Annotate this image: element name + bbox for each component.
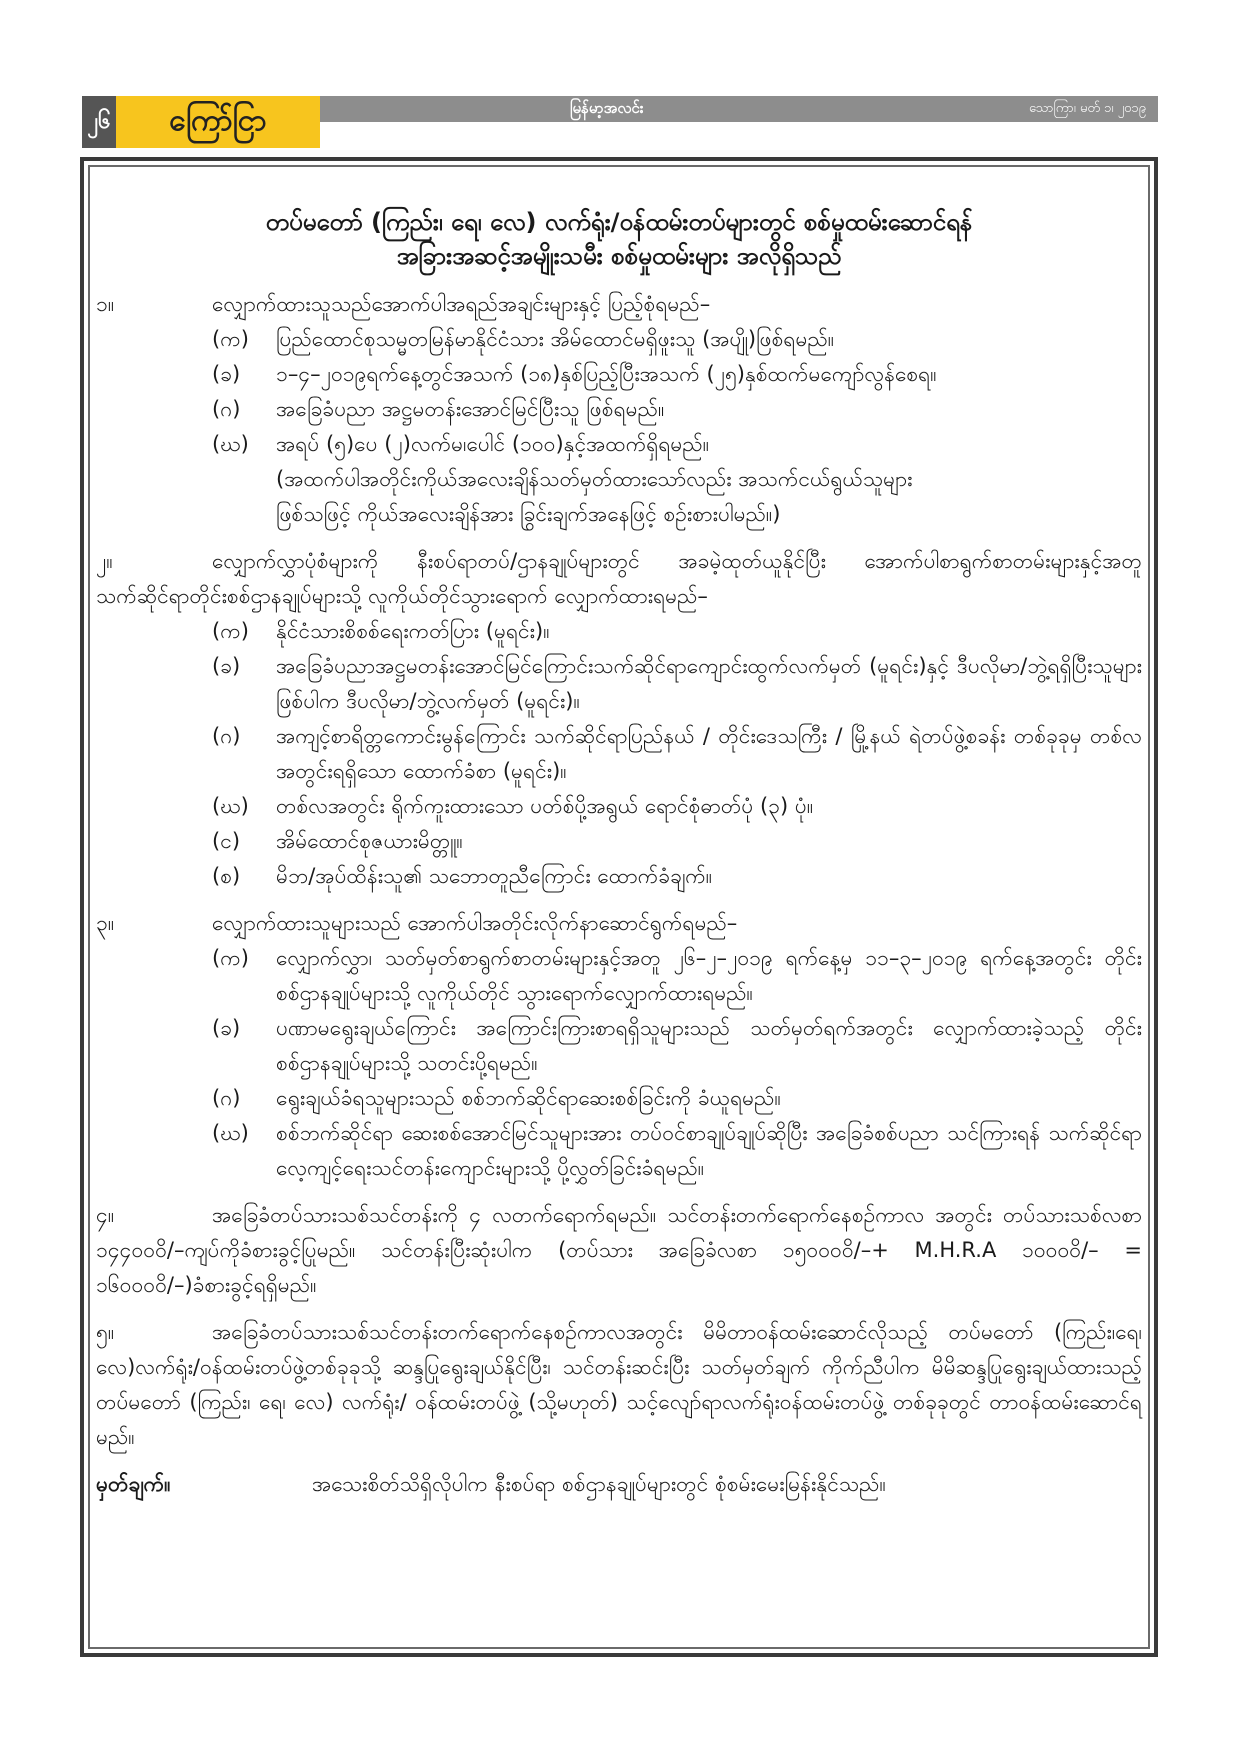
section-label: ကြော်ငြာ <box>116 96 320 148</box>
section-number: ၅။ <box>96 1320 115 1344</box>
requirement-list <box>96 322 1142 532</box>
issue-date: သောကြာ၊ မတ် ၁၊ ၂၀၁၉ <box>1029 101 1146 116</box>
item-text: မိဘ/အုပ်ထိန်းသူ၏ သဘောတူညီကြောင်း ထောက်ခံချက်။ <box>276 864 713 888</box>
list-item <box>96 824 1142 859</box>
note-line-1: (အထက်ပါအတိုင်းကိုယ်အလေးချိန်သတ်မှတ်ထားသော်လည်း အသက်ငယ်ရွယ်သူများ <box>276 467 913 491</box>
list-item <box>96 392 1142 427</box>
section-number: ၁။ <box>96 292 115 316</box>
section-number: ၄။ <box>96 1203 115 1227</box>
notice-content <box>96 205 1142 1502</box>
item-text: အခြေခံပညာအဋ္ဌမတန်းအောင်မြင်ကြောင်းသက်ဆိုင်ရာကျောင်းထွက်လက်မှတ် (မူရင်း)နှင့် ဒီပလိုမာ/ဘွဲ့ရရှိပြီးသူများဖြစ်ပါက ဒီပလိုမာ/ဘွဲ့လက်မှတ် (မူရင်း)။ <box>276 654 1142 713</box>
item-text: ၁–၄–၂၀၁၉ရက်နေ့တွင်အသက် (၁၈)နှစ်ပြည့်ပြီးအသက် (၂၅)နှစ်ထက်မကျော်လွန်စေရ။ <box>276 362 937 386</box>
item-text: ပြည်ထောင်စုသမ္မတမြန်မာနိုင်ငံသား အိမ်ထောင်မရှိဖူးသူ (အပျို)ဖြစ်ရမည်။ <box>276 327 835 351</box>
item-text: အိမ်ထောင်စုဇယားမိတ္တူ။ <box>276 829 463 853</box>
list-item <box>96 322 1142 357</box>
list-item <box>96 1011 1142 1081</box>
item-label: (င) <box>212 829 241 853</box>
item-label: (ဂ) <box>212 1086 241 1110</box>
list-item <box>96 649 1142 719</box>
remark <box>96 1467 1142 1502</box>
list-item <box>96 614 1142 649</box>
list-item <box>96 427 1142 462</box>
section-1 <box>96 287 1142 532</box>
section-text: လျှောက်ထားသူများသည် အောက်ပါအတိုင်းလိုက်နာဆောင်ရွက်ရမည်– <box>212 911 738 935</box>
item-label: (ဃ) <box>212 432 249 456</box>
header-bar <box>320 96 1158 122</box>
item-label: (ဃ) <box>212 1121 249 1145</box>
item-text: တစ်လအတွင်း ရိုက်ကူးထားသော ပတ်စ်ပို့အရွယ် ရောင်စုံဓာတ်ပုံ (၃) ပုံ။ <box>276 794 814 818</box>
item-text: ရွေးချယ်ခံရသူများသည် စစ်ဘက်ဆိုင်ရာဆေးစစ်ခြင်းကို ခံယူရမည်။ <box>276 1086 781 1110</box>
title-line-1: တပ်မတော် (ကြည်း၊ ရေ၊ လေ) လက်ရုံး/ဝန်ထမ်းတပ်များတွင် စစ်မှုထမ်းဆောင်ရန် <box>265 208 973 236</box>
item-label: (စ) <box>212 864 241 888</box>
item-label: (ခ) <box>212 362 241 386</box>
section-text: လျှောက်လွှာပုံစံများကို နီးစပ်ရာတပ်/ဌာနချုပ်များတွင် အခမဲ့ထုတ်ယူနိုင်ပြီး အောက်ပါစာရွက်စာတမ်းများနှင့်အတူ သက်ဆိုင်ရာတိုင်းစစ်ဌာနချုပ်များသို့ လူကိုယ်တိုင်သွားရောက် လျှောက်ထားရမည်– <box>96 549 1142 608</box>
item-text: အရပ် (၅)ပေ (၂)လက်မ၊ပေါင် (၁၀၀)နှင့်အထက်ရှိရမည်။ <box>276 432 710 456</box>
item-text: နိုင်ငံသားစိစစ်ရေးကတ်ပြား (မူရင်း)။ <box>276 619 550 643</box>
item-label: (ဃ) <box>212 794 249 818</box>
item-text: လျှောက်လွှာ၊ သတ်မှတ်စာရွက်စာတမ်းများနှင့်အတူ ၂၆–၂–၂၀၁၉ ရက်နေ့မှ ၁၁–၃–၂၀၁၉ ရက်နေ့အတွင်း တိုင်းစစ်ဌာနချုပ်များသို့ လူကိုယ်တိုင် သွားရောက်လျှောက်ထားရမည်။ <box>276 946 1142 1005</box>
item-label: (ဂ) <box>212 724 241 748</box>
item-label: (ဂ) <box>212 397 241 421</box>
title-line-2: အခြားအဆင့်အမျိုးသမီး စစ်မှုထမ်းများ အလိုရှိသည် <box>396 242 842 270</box>
list-item <box>96 859 1142 894</box>
section-text: အခြေခံတပ်သားသစ်သင်တန်းတက်ရောက်နေစဉ်ကာလအတွင်း မိမိတာဝန်ထမ်းဆောင်လိုသည့် တပ်မတော် (ကြည်း၊ရေ၊လေ)လက်ရုံး/ဝန်ထမ်းတပ်ဖွဲ့တစ်ခုခုသို့ ဆန္ဒပြုရွေးချယ်နိုင်ပြီး၊ သင်တန်းဆင်းပြီး သတ်မှတ်ချက် ကိုက်ညီပါက မိမိဆန္ဒပြုရွေးချယ်ထားသည့် တပ်မတော် (ကြည်း၊ ရေ၊ လေ) လက်ရုံး/ ဝန်ထမ်းတပ်ဖွဲ့ (သို့မဟုတ်) သင့်လျော်ရာလက်ရုံးဝန်ထမ်းတပ်ဖွဲ့ တစ်ခုခုတွင် တာဝန်ထမ်းဆောင်ရမည်။ <box>96 1320 1142 1449</box>
notice-title <box>96 205 1142 273</box>
remark-label: မှတ်ချက်။ <box>96 1472 171 1496</box>
section-3 <box>96 906 1142 1186</box>
item-label: (က) <box>212 619 249 643</box>
list-item <box>96 719 1142 789</box>
procedure-list <box>96 941 1142 1186</box>
list-item <box>96 941 1142 1011</box>
section-2 <box>96 544 1142 894</box>
item-label: (ခ) <box>212 654 241 678</box>
item-label: (က) <box>212 946 249 970</box>
section-4 <box>96 1198 1142 1303</box>
document-list <box>96 614 1142 894</box>
section-5 <box>96 1315 1142 1455</box>
section-number: ၂။ <box>96 549 113 573</box>
list-item <box>96 789 1142 824</box>
remark-text: အသေးစိတ်သိရှိလိုပါက နီးစပ်ရာ စစ်ဌာနချုပ်များတွင် စုံစမ်းမေးမြန်းနိုင်သည်။ <box>312 1472 886 1496</box>
item-label: (ခ) <box>212 1016 241 1040</box>
list-item <box>96 1081 1142 1116</box>
page-number: ၂၆ <box>82 96 116 148</box>
item-text: စစ်ဘက်ဆိုင်ရာ ဆေးစစ်အောင်မြင်သူများအား တပ်ဝင်စာချုပ်ချုပ်ဆိုပြီး အခြေခံစစ်ပညာ သင်ကြားရန် သက်ဆိုင်ရာ လေ့ကျင့်ရေးသင်တန်းကျောင်းများသို့ ပို့လွှတ်ခြင်းခံရမည်။ <box>276 1121 1142 1180</box>
list-item <box>96 1116 1142 1186</box>
newspaper-name: မြန်မာ့အလင်း <box>570 99 644 117</box>
item-text: ပဏာမရွေးချယ်ကြောင်း အကြောင်းကြားစာရရှိသူများသည် သတ်မှတ်ရက်အတွင်း လျှောက်ထားခဲ့သည့် တိုင်းစစ်ဌာနချုပ်များသို့ သတင်းပို့ရမည်။ <box>276 1016 1142 1075</box>
list-item <box>96 357 1142 392</box>
item-label: (က) <box>212 327 249 351</box>
section-text: အခြေခံတပ်သားသစ်သင်တန်းကို ၄ လတက်ရောက်ရမည်။ သင်တန်းတက်ရောက်နေစဉ်ကာလ အတွင်း တပ်သားသစ်လစာ ၁၄၄၀၀၀ိ/–ကျပ်ကိုခံစားခွင့်ပြုမည်။ သင်တန်းပြီးဆုံးပါက (တပ်သား အခြေခံလစာ ၁၅၀၀၀၀ိ/–+ M.H.R.A ၁၀၀၀၀ိ/– = ၁၆၀၀၀၀ိ/–)ခံစားခွင့်ရရှိမည်။ <box>96 1203 1142 1297</box>
section-text: လျှောက်ထားသူသည်အောက်ပါအရည်အချင်းများနှင့် ပြည့်စုံရမည်– <box>212 292 711 316</box>
item-text: အကျင့်စာရိတ္တကောင်းမွန်ကြောင်း သက်ဆိုင်ရာပြည်နယ် / တိုင်းဒေသကြီး / မြို့နယ် ရဲတပ်ဖွဲ့စခန်း တစ်ခုခုမှ တစ်လအတွင်းရရှိသော ထောက်ခံစာ (မူရင်း)။ <box>276 724 1142 783</box>
section-number: ၃။ <box>96 911 115 935</box>
note-line-2: ဖြစ်သဖြင့် ကိုယ်အလေးချိန်အား ခြွင်းချက်အနေဖြင့် စဉ်းစားပါမည်။) <box>276 502 781 526</box>
item-text: အခြေခံပညာ အဋ္ဌမတန်းအောင်မြင်ပြီးသူ ဖြစ်ရမည်။ <box>276 397 665 421</box>
